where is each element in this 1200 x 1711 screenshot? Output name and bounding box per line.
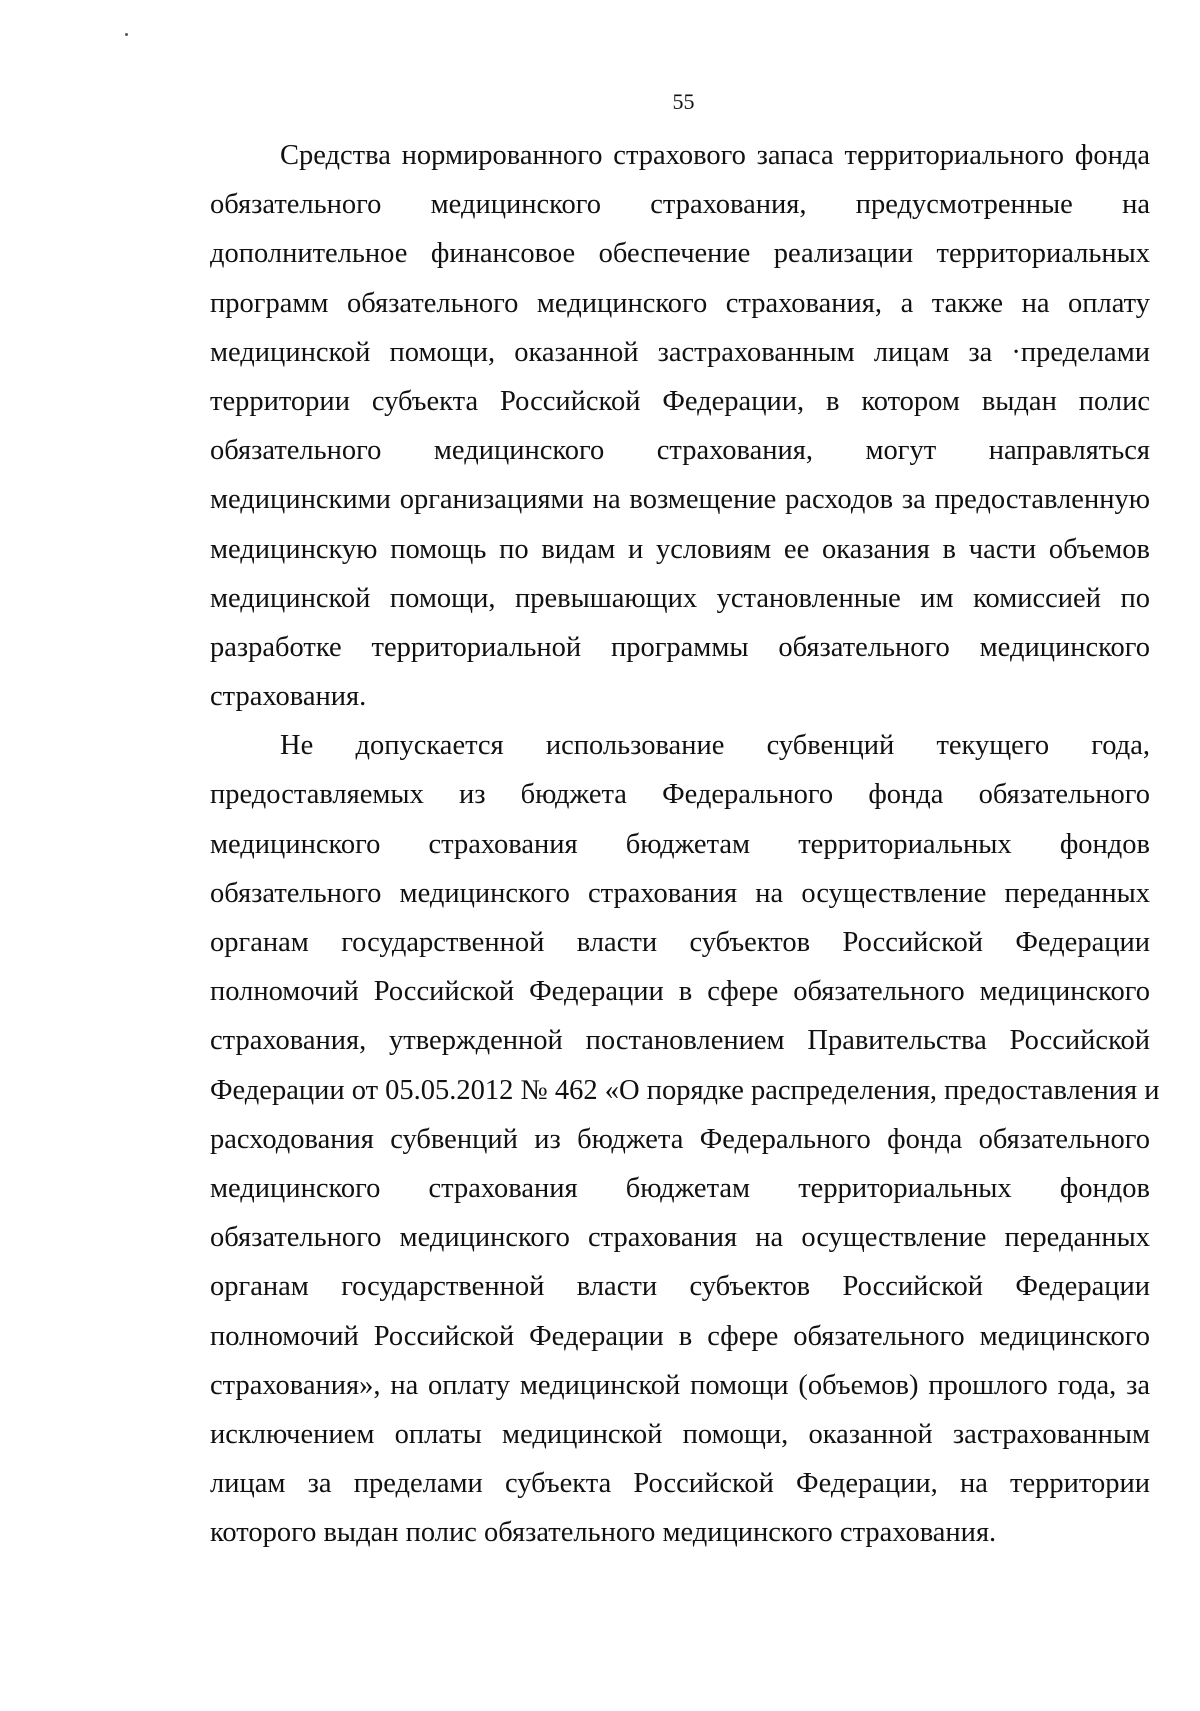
text-line: предоставляемых из бюджета Федерального фонда обязательного (210, 779, 1150, 811)
text-line: которого выдан полис обязательного медицинского страхования. (210, 1517, 997, 1549)
text-line: лицам за пределами субъекта Российской Федерации, на территории (210, 1468, 1150, 1500)
text-line: Средства нормированного страхового запаса территориального фонда (280, 140, 1150, 171)
text-line: расходования субвенций из бюджета Федерального фонда обязательного (210, 1123, 1150, 1155)
text-line: разработке территориальной программы обязательного медицинского (210, 631, 1150, 663)
text-line: обязательного медицинского страхования на осуществление переданных (210, 877, 1150, 909)
text-line: Федерации от 05.05.2012 № 462 «О порядке распределения, предоставления и (210, 1074, 1160, 1106)
text-line: медицинской помощи, оказанной застрахованным лицам за ·пределами (210, 336, 1150, 368)
text-line: обязательного медицинского страхования, предусмотренные на (210, 189, 1150, 221)
paragraph-1 (210, 131, 1150, 721)
text-line: органам государственной власти субъектов Российской Федерации (210, 1271, 1150, 1303)
text-line: страхования, утвержденной постановлением Правительства Российской (210, 1025, 1150, 1057)
text-line: медицинскими организациями на возмещение расходов за предоставленную (210, 484, 1150, 516)
text-line: медицинского страхования бюджетам территориальных фондов (210, 828, 1150, 860)
text-line: полномочий Российской Федерации в сфере обязательного медицинского (210, 1320, 1150, 1352)
text-line: Не допускается использование субвенций текущего года, (280, 730, 1150, 762)
document-body (210, 131, 1160, 1557)
text-line: программ обязательного медицинского страхования, а также на оплату (210, 287, 1150, 319)
text-line: медицинской помощи, превышающих установленные им комиссией по (210, 582, 1150, 614)
text-line: медицинскую помощь по видам и условиям ее оказания в части объемов (210, 533, 1150, 565)
text-line: исключением оплаты медицинской помощи, оказанной застрахованным (210, 1418, 1150, 1450)
paragraph-2 (210, 721, 1160, 1557)
text-line: медицинского страхования бюджетам территориальных фондов (210, 1172, 1150, 1204)
text-line: страхования. (210, 681, 367, 713)
text-line: обязательного медицинского страхования на осуществление переданных (210, 1222, 1150, 1254)
text-line: органам государственной власти субъектов Российской Федерации (210, 927, 1150, 958)
text-line: полномочий Российской Федерации в сфере обязательного медицинского (210, 976, 1150, 1008)
scan-speck (125, 33, 128, 36)
text-line: территории субъекта Российской Федерации, в котором выдан полис (210, 385, 1150, 417)
text-line: страхования», на оплату медицинской помощи (объемов) прошлого года, за (210, 1369, 1150, 1401)
page-number: 55 (672, 89, 695, 114)
text-line: дополнительное финансовое обеспечение реализации территориальных (210, 238, 1150, 270)
text-line: обязательного медицинского страхования, могут направляться (210, 435, 1150, 467)
